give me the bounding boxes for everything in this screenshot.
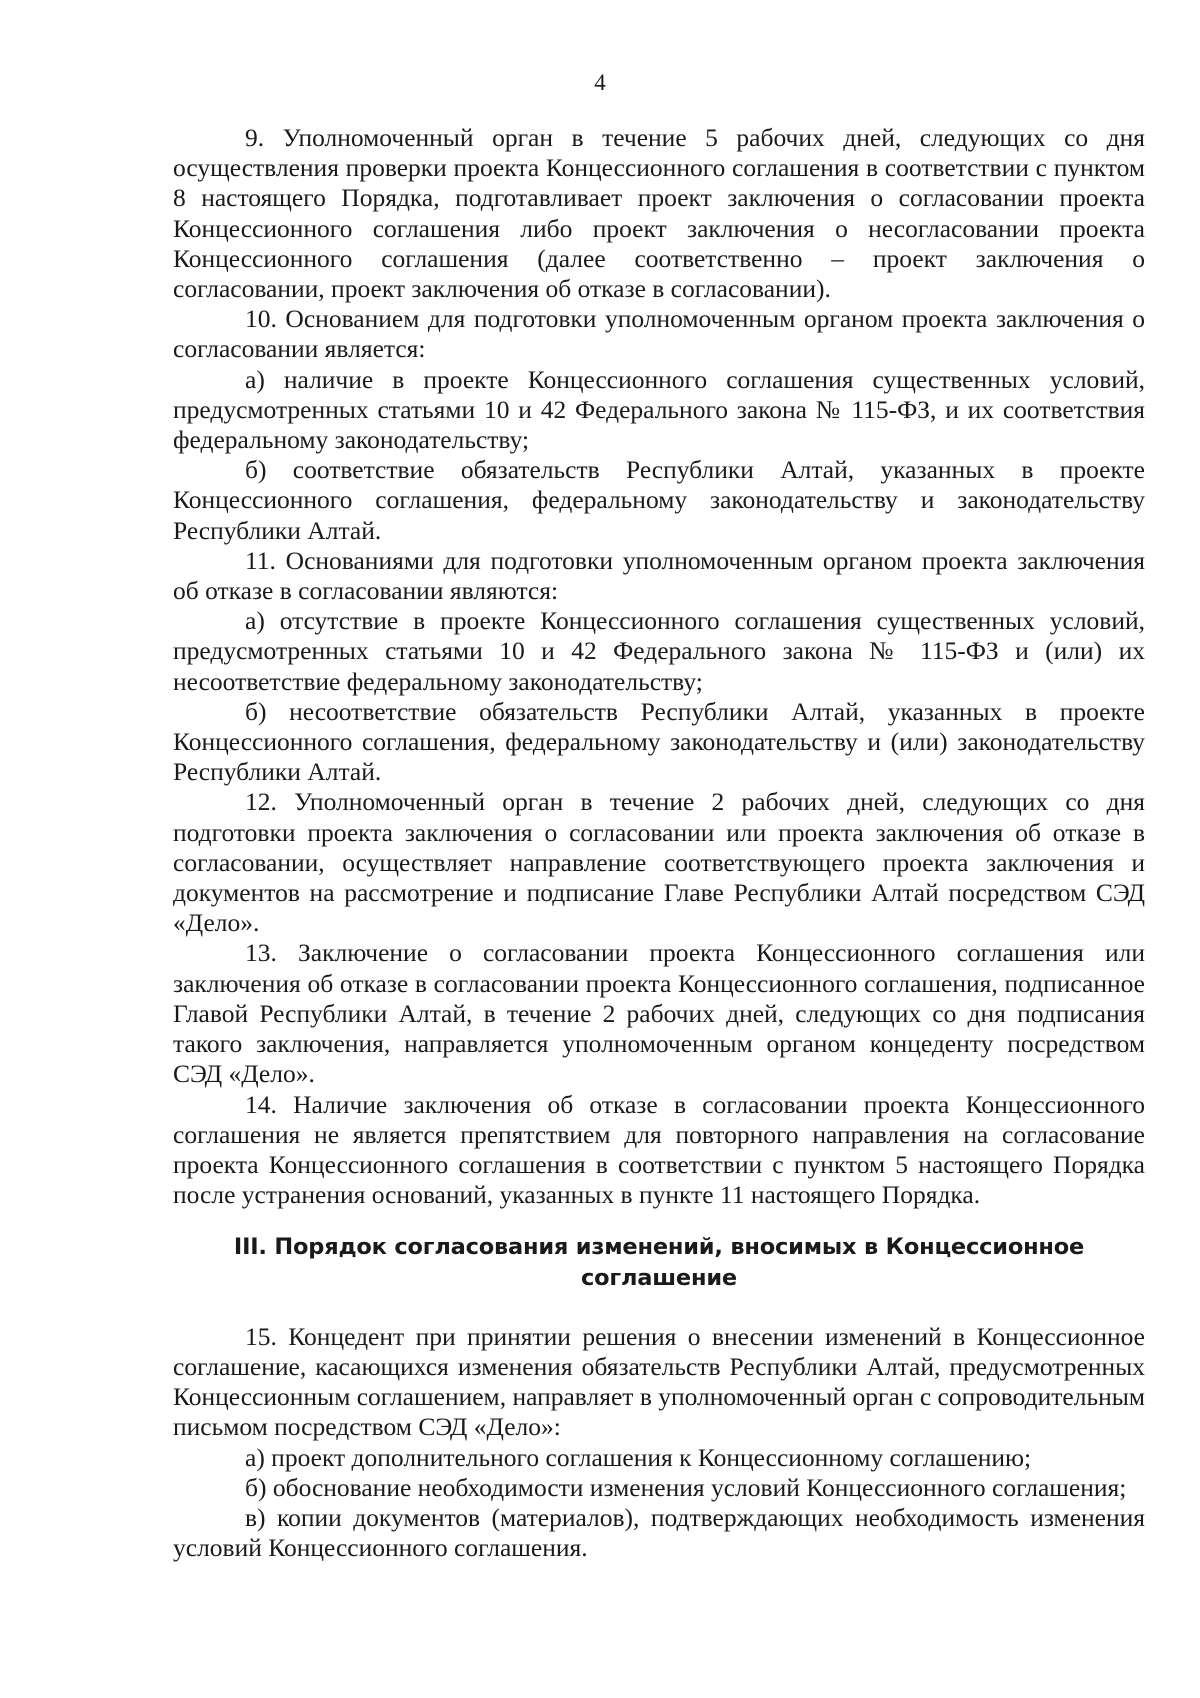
paragraph-12: 12. Уполномоченный орган в течение 2 рабочих дней, следующих со дня подготовки проекта заключения о согласовании или проекта заключения об отказе в согласовании, осуществляет направление соответствующего проекта заключения и документов на рассмотрение и подписание Главе Республики Алтай посредством СЭД «Дело». [173, 787, 1145, 938]
paragraph-10-b: б) соответствие обязательств Республики Алтай, указанных в проекте Концессионного соглашения, федеральному законодательству и законодательству Республики Алтай. [173, 455, 1145, 545]
paragraph-15: 15. Концедент при принятии решения о внесении изменений в Концессионное соглашение, касающихся изменения обязательств Республики Алтай, предусмотренных Концессионным соглашением, направляет в уполномоченный орган с сопроводительным письмом посредством СЭД «Дело»: [173, 1321, 1145, 1442]
paragraph-10: 10. Основанием для подготовки уполномоченным органом проекта заключения о согласовании является: [173, 304, 1145, 364]
paragraph-15-a: а) проект дополнительного соглашения к Концессионному соглашению; [245, 1442, 1032, 1472]
paragraph-11-a: а) отсутствие в проекте Концессионного соглашения существенных условий, предусмотренных статьями 10 и 42 Федерального закона № 115-ФЗ и (или) их несоответствие федеральному законодательству; [173, 606, 1145, 696]
paragraph-15-c: в) копии документов (материалов), подтверждающих необходимость изменения условий Концессионного соглашения. [173, 1502, 1145, 1563]
page-number: 4 [594, 70, 606, 95]
section-heading: III. Порядок согласования изменений, вносимых в Концессионное соглашение [233, 1234, 1085, 1291]
paragraph-11-b: б) несоответствие обязательств Республики Алтай, указанных в проекте Концессионного соглашения, федеральному законодательству и (или) законодательству Республики Алтай. [173, 696, 1145, 787]
paragraph-13: 13. Заключение о согласовании проекта Концессионного соглашения или заключения об отказе в согласовании проекта Концессионного соглашения, подписанное Главой Республики Алтай, в течение 2 рабочих дней, следующих со дня подписания такого заключения, направляется уполномоченным органом концеденту посредством СЭД «Дело». [173, 938, 1145, 1089]
paragraph-10-a: а) наличие в проекте Концессионного соглашения существенных условий, предусмотренных статьями 10 и 42 Федерального закона № 115-ФЗ, и их соответствия федеральному законодательству; [173, 364, 1145, 455]
paragraph-15-b: б) обоснование необходимости изменения условий Концессионного соглашения; [245, 1472, 1127, 1502]
paragraph-14: 14. Наличие заключения об отказе в согласовании проекта Концессионного соглашения не является препятствием для повторного направления на согласование проекта Концессионного соглашения в соответствии с пунктом 5 настоящего Порядка после устранения оснований, указанных в пункте 11 настоящего Порядка. [173, 1089, 1145, 1210]
document-body [173, 123, 1145, 1563]
paragraph-9: 9. Уполномоченный орган в течение 5 рабочих дней, следующих со дня осуществления проверки проекта Концессионного соглашения в соответствии с пунктом 8 настоящего Порядка, подготавливает проект заключения о согласовании проекта Концессионного соглашения либо проект заключения о несогласовании проекта Концессионного соглашения (далее соответственно – проект заключения о согласовании, проект заключения об отказе в согласовании). [173, 123, 1145, 304]
paragraph-11: 11. Основаниями для подготовки уполномоченным органом проекта заключения об отказе в согласовании являются: [173, 545, 1145, 606]
